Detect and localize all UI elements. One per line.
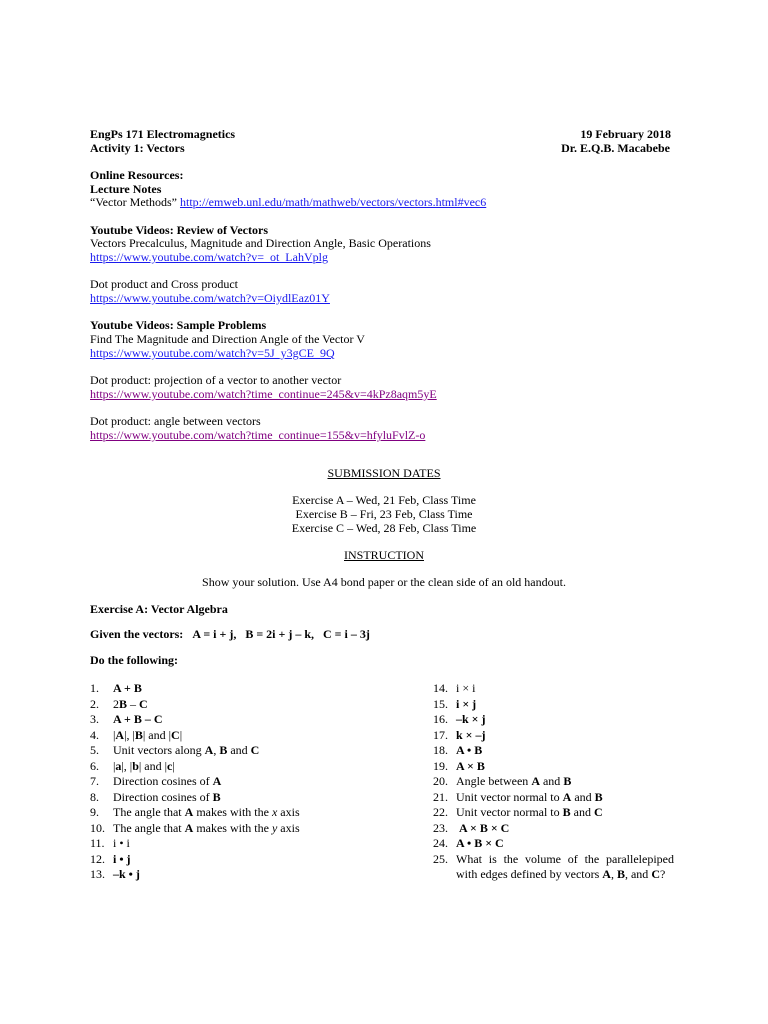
sample-problems-heading: Youtube Videos: Sample Problems (90, 318, 267, 332)
vector-methods-line (90, 196, 486, 210)
question-number: 6. (90, 758, 99, 773)
exercise-title: Exercise A: Vector Algebra (90, 602, 228, 616)
question-item (90, 697, 420, 713)
question-number: 25. (433, 851, 448, 866)
question-number: 15. (433, 696, 448, 711)
question-text: A × B (456, 758, 485, 773)
do-following-label: Do the following: (90, 653, 178, 667)
given-vectors: A = i + j, B = 2i + j – k, C = i – 3j (192, 627, 370, 641)
question-text: –k × j (456, 712, 486, 726)
lecture-notes-heading: Lecture Notes (90, 182, 162, 196)
review-videos-heading: Youtube Videos: Review of Vectors (90, 223, 268, 237)
question-text: i • i (113, 836, 130, 850)
question-text: What is the volume of the parallelepiped with edges defined by vectors A, B, and C? (456, 851, 674, 881)
angle-description: Dot product: angle between vectors (90, 414, 261, 428)
question-item (90, 790, 420, 806)
question-number: 1. (90, 681, 99, 695)
question-text: Direction cosines of B (113, 789, 221, 804)
question-number: 10. (90, 820, 105, 835)
submission-date-b: Exercise B – Fri, 23 Feb, Class Time (295, 507, 473, 521)
instruction-heading: INSTRUCTION (344, 548, 424, 562)
projection-link[interactable]: https://www.youtube.com/watch?time_continue=245&v=4kPz8aqm5yE (90, 387, 437, 401)
question-item (433, 681, 678, 697)
review-videos-link[interactable]: https://www.youtube.com/watch?v=_ot_LahVplg (90, 250, 328, 264)
question-text: The angle that A makes with the y axis (113, 820, 300, 835)
question-number: 13. (90, 867, 105, 881)
question-item (90, 852, 420, 868)
submission-date-a: Exercise A – Wed, 21 Feb, Class Time (292, 493, 476, 507)
question-number: 14. (433, 681, 448, 695)
question-text: A + B (113, 681, 142, 695)
question-item (433, 712, 678, 728)
question-item (433, 728, 678, 744)
document-date: 19 February 2018 (580, 127, 671, 141)
question-text: A • B × C (456, 836, 504, 850)
question-text: A × B × C (459, 820, 510, 835)
question-item (433, 759, 678, 775)
question-text: i × i (456, 681, 476, 695)
question-number: 19. (433, 758, 448, 773)
question-list-right (433, 681, 678, 883)
question-number: 12. (90, 851, 105, 866)
online-resources-heading: Online Resources: (90, 168, 184, 182)
dot-cross-description: Dot product and Cross product (90, 277, 238, 291)
question-item (90, 681, 420, 697)
question-number: 18. (433, 743, 448, 757)
question-item (433, 805, 678, 821)
sample-problems-link[interactable]: https://www.youtube.com/watch?v=5J_y3gCE_9Q (90, 346, 335, 360)
question-item (90, 867, 420, 883)
question-item (90, 774, 420, 790)
question-item (433, 821, 678, 837)
dot-cross-link[interactable]: https://www.youtube.com/watch?v=OiydlEaz01Y (90, 291, 330, 305)
question-number: 24. (433, 836, 448, 850)
question-number: 22. (433, 805, 448, 819)
angle-link[interactable]: https://www.youtube.com/watch?time_continue=155&v=hfyluFvlZ-o (90, 428, 426, 442)
question-item (90, 712, 420, 728)
activity-title: Activity 1: Vectors (90, 141, 185, 155)
question-item (90, 728, 420, 744)
question-item (90, 759, 420, 775)
question-text: i • j (113, 851, 131, 866)
question-text: The angle that A makes with the x axis (113, 805, 300, 819)
question-number: 16. (433, 712, 448, 726)
question-text: Angle between A and B (456, 774, 572, 788)
question-text: A + B – C (113, 712, 163, 726)
question-number: 8. (90, 789, 99, 804)
question-number: 2. (90, 696, 99, 711)
question-text: A • B (456, 743, 483, 757)
projection-description: Dot product: projection of a vector to another vector (90, 373, 342, 387)
submission-date-c: Exercise C – Wed, 28 Feb, Class Time (291, 521, 477, 535)
question-item (433, 697, 678, 713)
submission-dates-heading: SUBMISSION DATES (327, 466, 441, 480)
question-text: i × j (456, 696, 477, 711)
question-text: Direction cosines of A (113, 774, 222, 788)
question-text: Unit vector normal to B and C (456, 805, 603, 819)
question-number: 9. (90, 805, 99, 819)
question-text: |A|, |B| and |C| (113, 727, 183, 742)
question-text: |a|, |b| and |c| (113, 758, 175, 773)
question-item (433, 836, 678, 852)
question-item (90, 743, 420, 759)
question-number: 7. (90, 774, 99, 788)
question-number: 5. (90, 743, 99, 757)
question-item (90, 805, 420, 821)
question-text: Unit vectors along A, B and C (113, 743, 260, 757)
given-vectors-line (90, 628, 370, 642)
review-videos-description: Vectors Precalculus, Magnitude and Direction Angle, Basic Operations (90, 236, 431, 250)
question-item (90, 821, 420, 837)
question-text: 2B – C (113, 696, 148, 711)
question-item (90, 836, 420, 852)
sample-problems-description: Find The Magnitude and Direction Angle of the Vector V (90, 332, 365, 346)
question-item (433, 774, 678, 790)
question-number: 23. (433, 820, 448, 835)
vector-methods-link[interactable]: http://emweb.unl.edu/math/mathweb/vectors/vectors.html#vec6 (179, 195, 487, 209)
instruction-text: Show your solution. Use A4 bond paper or the clean side of an old handout. (202, 575, 566, 589)
course-title: EngPs 171 Electromagnetics (90, 127, 236, 141)
question-number: 3. (90, 712, 99, 726)
question-number: 11. (90, 836, 105, 850)
question-number: 4. (90, 727, 99, 742)
question-item (433, 852, 678, 883)
question-item (433, 790, 678, 806)
question-item (433, 743, 678, 759)
question-number: 17. (433, 727, 448, 742)
question-list-left (90, 681, 420, 883)
question-number: 20. (433, 774, 448, 788)
given-label: Given the vectors: (90, 627, 184, 641)
question-text: k × –j (456, 727, 486, 742)
question-number: 21. (433, 789, 448, 804)
instructor-name: Dr. E.Q.B. Macabebe (561, 141, 670, 155)
vector-methods-label: “Vector Methods” (90, 195, 177, 209)
question-text: Unit vector normal to A and B (456, 789, 603, 804)
question-text: –k • j (113, 867, 140, 881)
